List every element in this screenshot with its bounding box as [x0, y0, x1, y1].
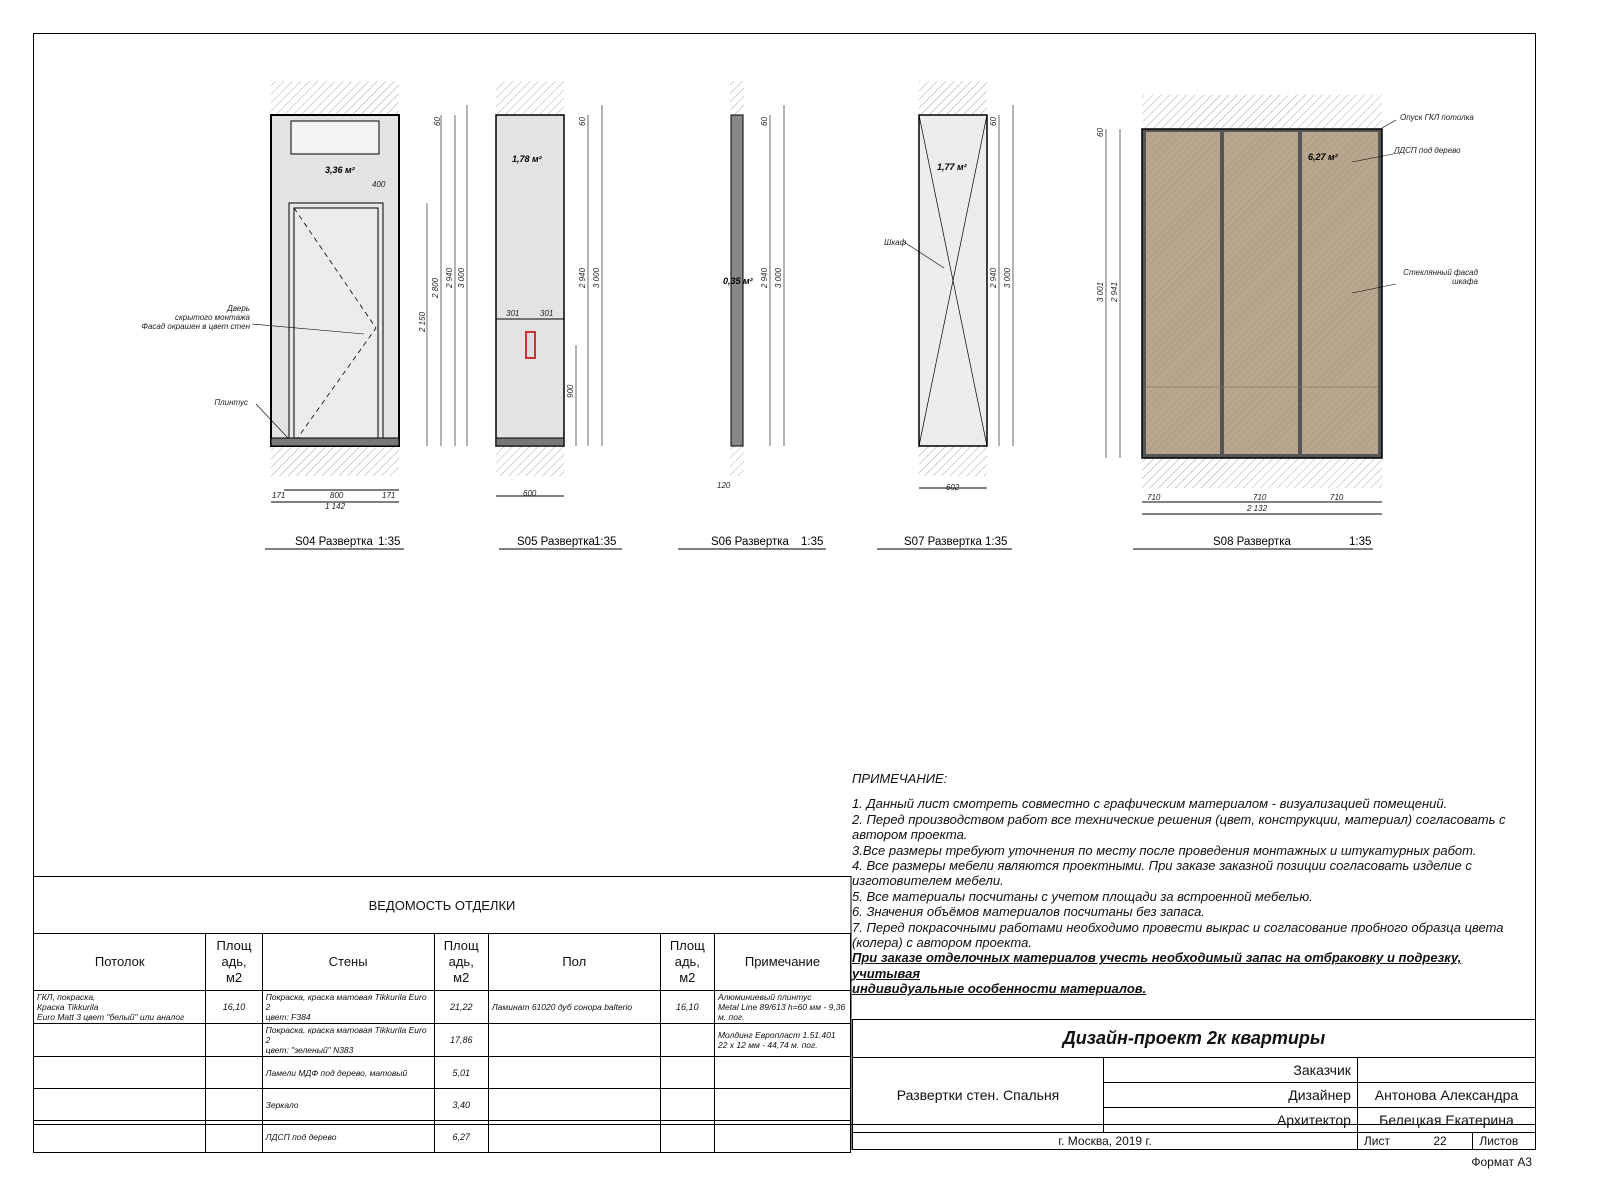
finishes-cell: Ламинат 61020 дуб сонора balterio	[488, 991, 660, 1024]
s08-floor-hatch	[1142, 458, 1382, 488]
finishes-cell	[714, 1121, 850, 1153]
finishes-cell	[206, 1057, 262, 1089]
note-line: автором проекта.	[852, 827, 968, 843]
notes-heading: ПРИМЕЧАНИЕ:	[852, 771, 948, 786]
sheet-label	[1357, 1133, 1472, 1150]
note-line: 1. Данный лист смотреть совместно с графическим материалом - визуализацией помещений.	[852, 796, 1448, 812]
s04-dim-right-2: 2 800	[431, 277, 440, 298]
s08-door-2	[1224, 132, 1298, 454]
s06-dim-right-1: 60	[760, 117, 769, 126]
finishes-cell	[488, 1024, 660, 1057]
s05-socket-block	[526, 332, 535, 358]
gkl-callout: Опуск ГКЛ потолка	[1400, 113, 1474, 122]
s04-ceiling-hatch	[271, 81, 399, 115]
sheet-name: Развертки стен. Спальня	[853, 1058, 1104, 1133]
finishes-row	[34, 1057, 851, 1089]
project-title: Дизайн-проект 2к квартиры	[853, 1020, 1536, 1058]
s05-plinth	[496, 438, 564, 446]
finishes-cell	[34, 1089, 206, 1121]
finishes-cell	[34, 1121, 206, 1153]
s04-dim-top: 400	[372, 180, 386, 189]
finishes-cell: 5,01	[434, 1057, 488, 1089]
s06-scale: 1:35	[801, 536, 824, 548]
s08-ceiling-hatch	[1142, 95, 1382, 129]
note-important-line: индивидуальные особенности материалов.	[852, 981, 1147, 997]
note-line: 5. Все материалы посчитаны с учетом площади за встроенной мебелью.	[852, 888, 1313, 904]
s06-caption: S06 Развертка	[711, 536, 789, 548]
finishes-cell	[714, 1057, 850, 1089]
paper-format: Формат А3	[1471, 1155, 1532, 1169]
s05-dim-right-2: 2 940	[578, 267, 587, 288]
finishes-cell	[488, 1121, 660, 1153]
s05-scale: 1:35	[594, 536, 617, 548]
finishes-cell	[660, 1024, 714, 1057]
finishes-row	[34, 991, 851, 1024]
s05-dim-right-4: 900	[566, 384, 575, 398]
finishes-cell: Алюминиевый плинтус Metal Line 89/613 h=60 мм - 9,36 м. пог.	[714, 991, 850, 1024]
s04-dim-bottom-2: 800	[330, 491, 344, 500]
s04-door-leaf	[294, 208, 378, 443]
finishes-cell	[714, 1089, 850, 1121]
s08-dim-bottom-2: 710	[1253, 493, 1267, 502]
s05-dim-bottom: 600	[523, 489, 537, 498]
s08-door-3	[1302, 132, 1378, 454]
s07-area-label: 1,77 м²	[937, 162, 967, 172]
note-line: (колера) с автором проекта.	[852, 935, 1032, 951]
s04-dim-bottom-3: 171	[382, 491, 396, 500]
finishes-cell: 17,86	[434, 1024, 488, 1057]
s08-dim-left-3: 2 941	[1110, 281, 1119, 302]
role-designer: Дизайнер	[1104, 1083, 1358, 1108]
s06-dim-right-3: 3 000	[774, 267, 783, 288]
s07-dim-right-3: 3 000	[1003, 267, 1012, 288]
finishes-cell	[34, 1057, 206, 1089]
note-line: 7. Перед покрасочными работами необходимо провести выкрас и согласование пробного образца цвета	[852, 919, 1504, 935]
s08-dim-bottom-1: 710	[1147, 493, 1161, 502]
notes-list	[852, 796, 1532, 950]
finishes-cell: Покраска, краска матовая Tikkurila Euro 2 цвет: "зеленый" N383	[262, 1024, 434, 1057]
sheet-label-text: Лист	[1363, 1134, 1390, 1148]
s04-dim-right-5: 2 150	[418, 311, 427, 332]
s04-ac-unit	[291, 121, 379, 154]
door-callout-1: Дверь	[227, 304, 250, 313]
s08-dim-left-2: 3 001	[1096, 281, 1105, 302]
s06-dim-bottom: 120	[717, 481, 731, 490]
finishes-cell	[206, 1024, 262, 1057]
sheet-number: 22	[1433, 1134, 1447, 1148]
finishes-cell: ГКЛ, покраска, Краска Tikkurila Euro Matt 3 цвет "белый" или аналог	[34, 991, 206, 1024]
s05-wall	[496, 115, 564, 446]
s07-caption: S07 Развертка	[904, 536, 982, 548]
s04-dim-right-1: 60	[433, 117, 442, 126]
note-line: 4. Все размеры мебели являются проектными. При заказе заказной позиции согласовать изделие с	[852, 858, 1472, 874]
finishes-cell: Зеркало	[262, 1089, 434, 1121]
finishes-cell	[660, 1089, 714, 1121]
s08-scale: 1:35	[1349, 536, 1372, 548]
finishes-header-cell: Площ адь, м2	[434, 934, 488, 991]
s07-dim-bottom: 602	[946, 483, 960, 492]
s08-area-label: 6,27 м²	[1308, 152, 1338, 162]
note-important-line: При заказе отделочных материалов учесть необходимый запас на отбраковку и подрезку, учитывая	[852, 950, 1462, 981]
s07-floor-hatch	[919, 446, 987, 476]
finishes-header-cell: Площ адь, м2	[206, 934, 262, 991]
s05-dim-mid-1: 301	[506, 309, 520, 318]
s04-dim-bottom-1: 171	[272, 491, 286, 500]
note-line: 6. Значения объёмов материалов посчитаны без запаса.	[852, 904, 1205, 920]
finishes-cell: Молдинг Европласт 1.51.401 22 х 12 мм - 44,74 м. пог.	[714, 1024, 850, 1057]
finishes-title: ВЕДОМОСТЬ ОТДЕЛКИ	[33, 876, 851, 933]
finishes-table	[33, 933, 851, 1153]
finishes-header-cell: Площ адь, м2	[660, 934, 714, 991]
finishes-cell: ЛДСП под дерево	[262, 1121, 434, 1153]
s04-dim-total: 1 142	[325, 502, 346, 511]
s05-floor-hatch	[496, 446, 564, 476]
title-block	[852, 1019, 1536, 1150]
ldsp-callout: ЛДСП под дерево	[1394, 146, 1461, 155]
s04-area-label: 3,36 м²	[325, 165, 355, 175]
finishes-cell	[206, 1121, 262, 1153]
s04-dim-right-3: 2 940	[445, 267, 454, 288]
door-callout-2: скрытого монтажа	[175, 313, 250, 322]
s06-ceiling-hatch	[730, 81, 744, 115]
finishes-row	[34, 1121, 851, 1153]
notes-block	[852, 771, 1532, 997]
cabinet-callout: Шкаф	[884, 238, 907, 247]
s04-caption: S04 Развертка	[295, 536, 373, 548]
s05-dim-right-3: 3 000	[592, 267, 601, 288]
role-architect: Архитектор	[1104, 1108, 1358, 1133]
finishes-cell	[660, 1057, 714, 1089]
finishes-cell: 21,22	[434, 991, 488, 1024]
s05-dim-right-1: 60	[578, 117, 587, 126]
finishes-header-cell: Стены	[262, 934, 434, 991]
note-line: 3.Все размеры требуют уточнения по месту после проведения монтажных и штукатурных работ.	[852, 842, 1477, 858]
finishes-header-cell: Потолок	[34, 934, 206, 991]
finishes-row	[34, 1024, 851, 1057]
note-line: 2. Перед производством работ все технические решения (цвет, конструкции, материал) согласовать с	[852, 811, 1506, 827]
s05-caption: S05 Развертка	[517, 536, 595, 548]
glass-callout-2: шкафа	[1452, 277, 1478, 286]
finishes-cell	[206, 1089, 262, 1121]
finishes-cell: Ламели МДФ под дерево, матовый	[262, 1057, 434, 1089]
s05-ceiling-hatch	[496, 81, 564, 115]
s06-dim-right-2: 2 940	[760, 267, 769, 288]
s04-floor-hatch	[271, 446, 399, 476]
notes-important	[852, 950, 1532, 996]
finishes-cell: Покраска, краска матовая Tikkurila Euro 2 цвет: F384	[262, 991, 434, 1024]
role-customer: Заказчик	[1104, 1058, 1358, 1083]
s08-dim-total: 2 132	[1247, 504, 1268, 513]
person-customer	[1357, 1058, 1535, 1083]
s08-door-1	[1146, 132, 1220, 454]
plinth-callout: Плинтус	[214, 398, 248, 407]
finishes-cell: 16,10	[206, 991, 262, 1024]
s07-dim-right-2: 2 940	[989, 267, 998, 288]
city-year: г. Москва, 2019 г.	[853, 1133, 1358, 1150]
s05-dim-mid-2: 301	[540, 309, 554, 318]
finishes-header-cell: Примечание	[714, 934, 850, 991]
note-line: изготовителем мебели.	[852, 873, 1004, 889]
sheets-label: Листов	[1473, 1133, 1536, 1150]
finishes-row	[34, 1089, 851, 1121]
finishes-header-cell: Пол	[488, 934, 660, 991]
s04-plinth	[271, 438, 399, 446]
s08-dim-left-1: 60	[1096, 128, 1105, 137]
s06-area-label: 0,35 м²	[723, 276, 753, 286]
person-architect: Белецкая Екатерина	[1357, 1108, 1535, 1133]
finishes-cell: 3,40	[434, 1089, 488, 1121]
s08-dim-bottom-3: 710	[1330, 493, 1344, 502]
s06-floor-hatch	[730, 446, 744, 476]
glass-callout-1: Стеклянный фасад	[1403, 268, 1478, 277]
door-callout-3: Фасад окрашен в цвет стен	[141, 322, 250, 331]
s05-area-label: 1,78 м²	[512, 154, 542, 164]
s07-ceiling-hatch	[919, 81, 987, 115]
person-designer: Антонова Александра	[1357, 1083, 1535, 1108]
finishes-cell	[660, 1121, 714, 1153]
finishes-cell: 16,10	[660, 991, 714, 1024]
s08-caption: S08 Развертка	[1213, 536, 1291, 548]
s07-dim-right-1: 60	[989, 117, 998, 126]
finishes-cell	[34, 1024, 206, 1057]
finishes-cell	[488, 1089, 660, 1121]
s04-dim-right-4: 3 000	[457, 267, 466, 288]
finishes-cell: 6,27	[434, 1121, 488, 1153]
s07-scale: 1:35	[985, 536, 1008, 548]
finishes-cell	[488, 1057, 660, 1089]
s04-scale: 1:35	[378, 536, 401, 548]
